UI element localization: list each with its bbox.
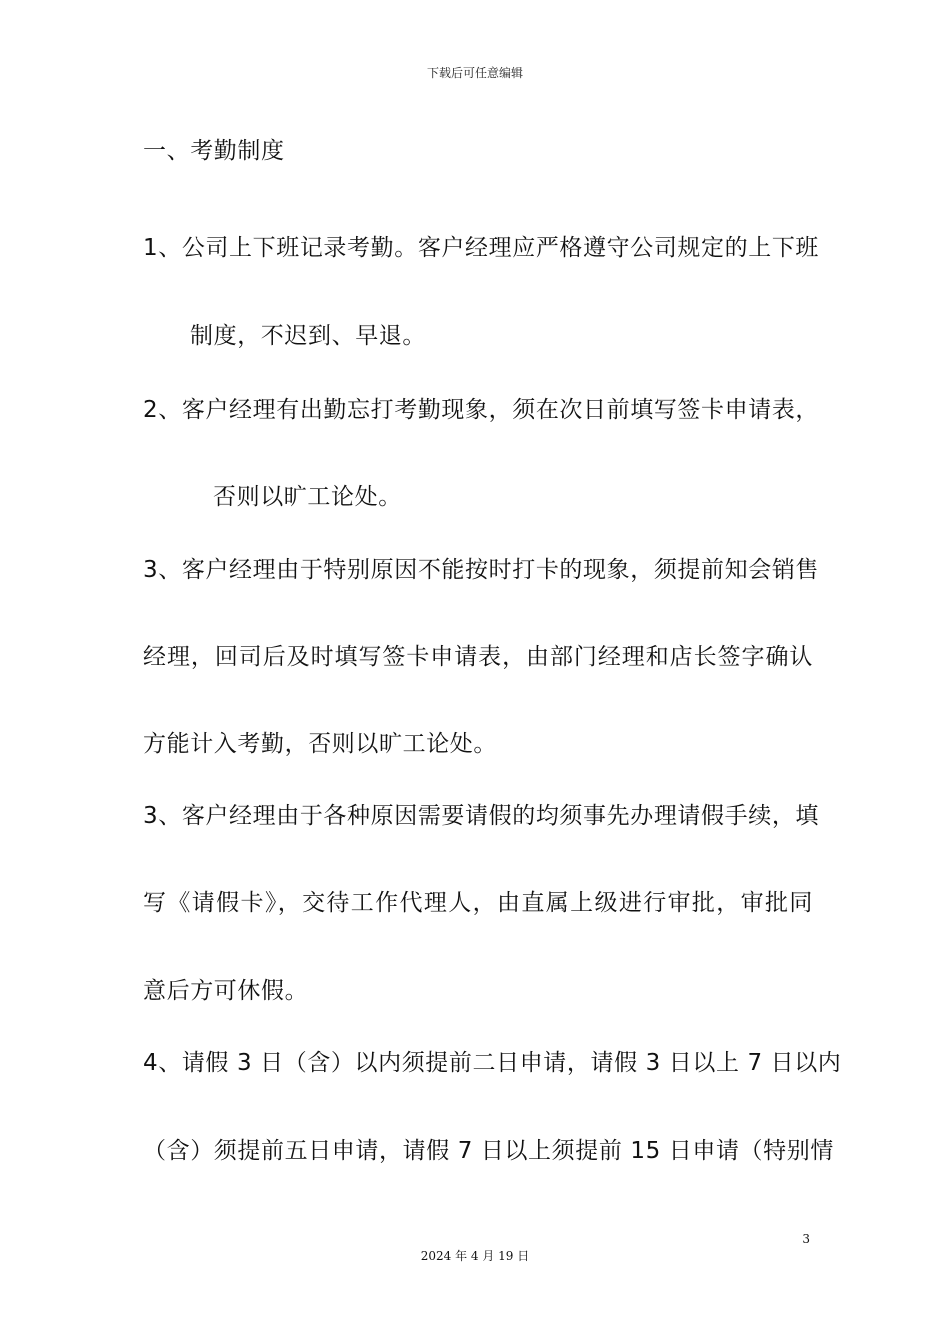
paragraph-line: 2、客户经理有出勤忘打考勤现象，须在次日前填写签卡申请表，	[143, 397, 820, 423]
paragraph-line: 意后方可休假。	[143, 978, 309, 1004]
section-title: 一、考勤制度	[143, 138, 285, 164]
paragraph-line: 经理，回司后及时填写签卡申请表，由部门经理和店长签字确认	[143, 644, 813, 670]
paragraph-line: （含）须提前五日申请，请假 7 日以上须提前 15 日申请（特别情	[143, 1138, 834, 1164]
footer-date: 2024 年 4 月 19 日	[420, 1249, 530, 1263]
paragraph-line: 4、请假 3 日（含）以内须提前二日申请，请假 3 日以上 7 日以内	[143, 1050, 842, 1076]
paragraph-line: 3、客户经理由于特别原因不能按时打卡的现象，须提前知会销售	[143, 557, 820, 583]
paragraph-line: 1、公司上下班记录考勤。客户经理应严格遵守公司规定的上下班	[143, 235, 820, 261]
paragraph-line: 否则以旷工论处。	[213, 484, 402, 510]
header-note: 下载后可任意编辑	[426, 66, 523, 80]
paragraph-line: 制度，不迟到、早退。	[190, 323, 426, 349]
paragraph-line: 写《请假卡》，交待工作代理人，由直属上级进行审批，审批同	[143, 890, 813, 916]
paragraph-line: 方能计入考勤，否则以旷工论处。	[143, 731, 497, 757]
page-number: 3	[802, 1232, 810, 1246]
paragraph-line: 3、客户经理由于各种原因需要请假的均须事先办理请假手续，填	[143, 803, 820, 829]
